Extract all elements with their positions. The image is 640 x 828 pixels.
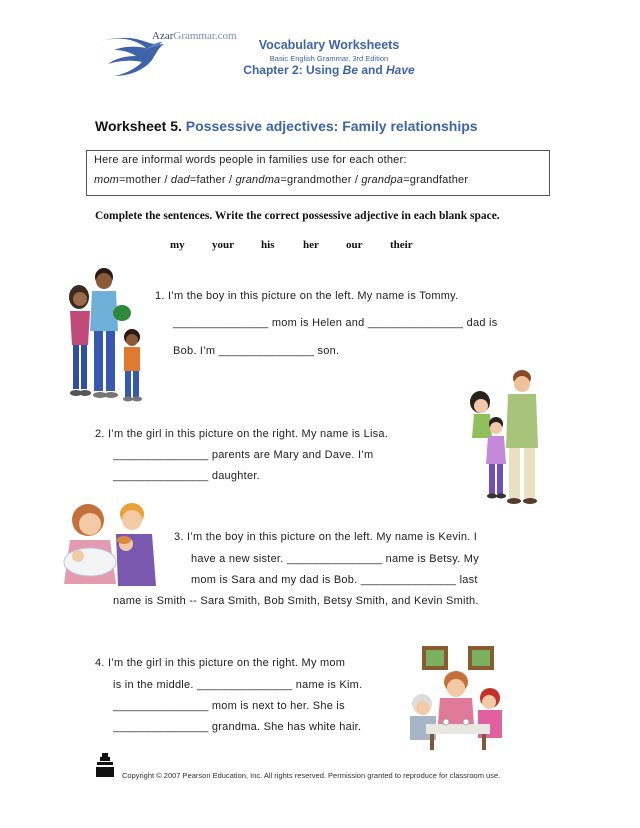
word-bank-item: our <box>346 239 363 251</box>
question-4-line3: _______________ mom is next to her. She is <box>113 700 345 712</box>
worksheet-title: Worksheet 5. Possessive adjectives: Family relationships <box>95 118 478 134</box>
question-3-line2: have a new sister. _______________ name is Betsy. My <box>191 553 479 565</box>
question-2-line1: 2. I’m the girl in this picture on the right. My name is Lisa. <box>95 428 389 440</box>
family-illustration-1 <box>64 265 150 405</box>
family-illustration-2 <box>466 368 550 506</box>
family-illustration-3 <box>60 500 162 592</box>
header-subtitle: Basic English Grammar, 3rd Edition <box>269 54 389 63</box>
question-2-line3: _______________ daughter. <box>113 470 260 482</box>
info-box-line2: mom=mother / dad=father / grandma=grandmother / grandpa=grandfather <box>94 174 469 186</box>
question-4-line4: _______________ grandma. She has white hair. <box>113 721 362 733</box>
question-1-line1: 1. I’m the boy in this picture on the left. My name is Tommy. <box>155 290 459 302</box>
question-4-line1: 4. I’m the girl in this picture on the right. My mom <box>95 657 346 669</box>
family-illustration-4 <box>402 640 514 754</box>
question-3-line3: mom is Sara and my dad is Bob. _______________ last <box>191 574 478 586</box>
header-title: Vocabulary Worksheets <box>258 38 400 52</box>
question-2-line2: _______________ parents are Mary and Dave. I’m <box>113 449 374 461</box>
word-bank-item: her <box>303 239 319 251</box>
question-1-line3: Bob. I’m _______________ son. <box>173 345 340 357</box>
instructions: Complete the sentences. Write the correct possessive adjective in each blank space. <box>95 210 500 222</box>
word-bank-item: your <box>212 239 234 251</box>
logo-brand-text: AzarGrammar.com <box>152 30 237 42</box>
question-3-line1: 3. I’m the boy in this picture on the left. My name is Kevin. I <box>174 531 478 543</box>
word-bank-item: my <box>170 239 185 251</box>
question-1-line2: _______________ mom is Helen and _______________ dad is <box>173 317 498 329</box>
info-box-line1: Here are informal words people in families use for each other: <box>94 154 407 166</box>
header-chapter: Chapter 2: Using Be and Have <box>243 63 415 77</box>
word-bank-item: their <box>390 239 413 251</box>
word-bank-item: his <box>261 239 275 251</box>
pearson-logo-icon <box>94 751 116 779</box>
copyright-footer: Copyright © 2007 Pearson Education, Inc. All rights reserved. Permission granted to reproduce for classroom use. <box>122 771 501 780</box>
question-4-line2: is in the middle. _______________ name is Kim. <box>113 679 363 691</box>
question-3-line4: name is Smith -- Sara Smith, Bob Smith, Betsy Smith, and Kevin Smith. <box>113 595 479 607</box>
